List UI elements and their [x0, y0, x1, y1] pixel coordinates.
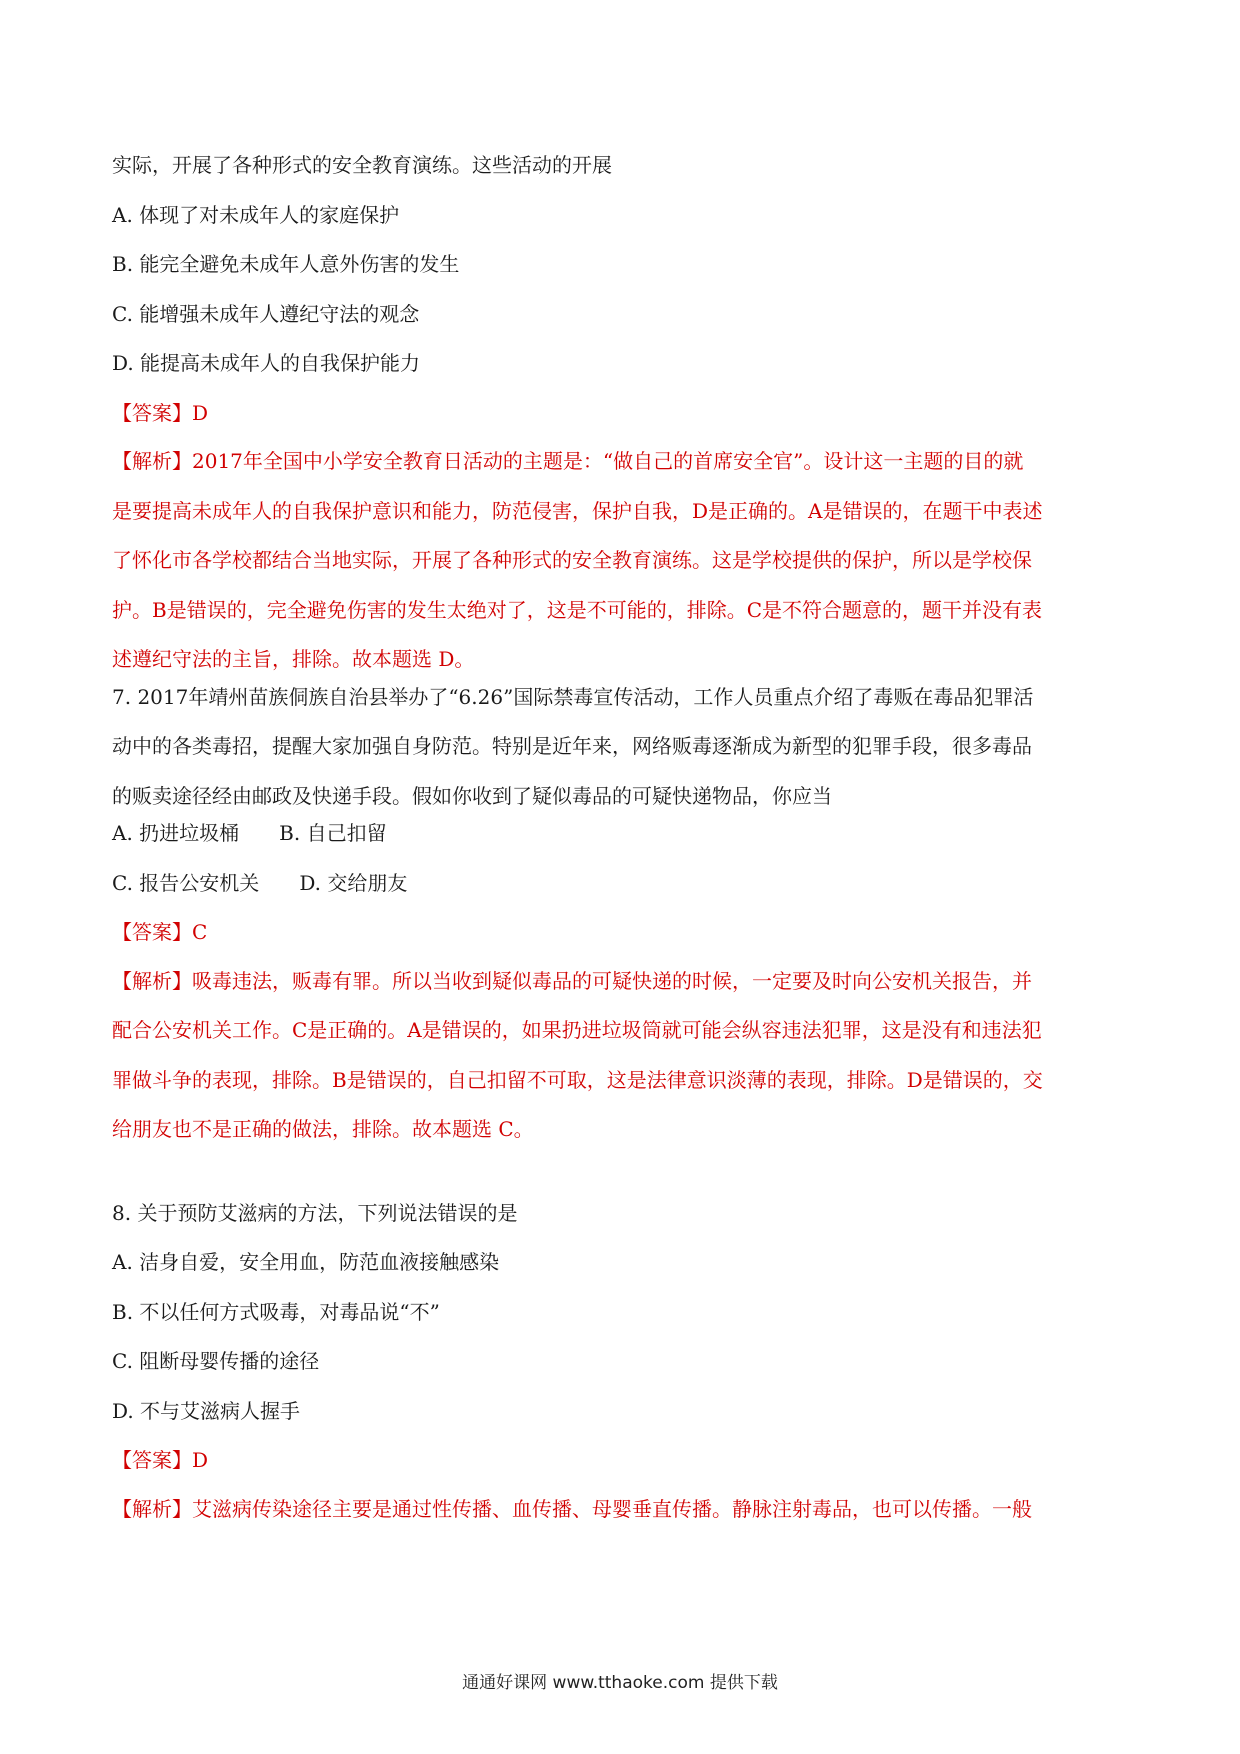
answer-tag: 【答案】 [112, 400, 192, 425]
analysis-line: 【解析】吸毒违法，贩毒有罪。所以当收到疑似毒品的可疑快递的时候，一定要及时向公安机关报告，并 [112, 968, 1032, 993]
analysis-tag: 【解析】 [112, 968, 192, 993]
analysis-line: 是要提高未成年人的自我保护意识和能力，防范侵害，保护自我，D是正确的。A是错误的，在题干中表述 [112, 498, 1043, 523]
analysis-line: 【解析】艾滋病传染途径主要是通过性传播、血传播、母婴垂直传播。静脉注射毒品，也可以传播。一般 [112, 1496, 1032, 1521]
q6-stem-tail: 实际，开展了各种形式的安全教育演练。这些活动的开展 [112, 153, 612, 177]
q7-options-row-1 [112, 820, 1142, 846]
analysis-line: 罪做斗争的表现，排除。B是错误的，自己扣留不可取，这是法律意识淡薄的表现，排除。D是错误的，交 [112, 1067, 1043, 1092]
analysis-line: 护。B是错误的，完全避免伤害的发生太绝对了，这是不可能的，排除。C是不符合题意的，题干并没有表 [112, 597, 1042, 622]
analysis-line: 给朋友也不是正确的做法，排除。故本题选 C。 [112, 1117, 534, 1141]
answer-value: D [192, 400, 209, 425]
q8-option-c: C. 阻断母婴传播的途径 [112, 1349, 320, 1373]
analysis-tag: 【解析】 [112, 449, 192, 473]
q7-option-b: B. 自己扣留 [279, 821, 387, 845]
q8-answer [112, 1447, 1142, 1473]
q7-option-a: A. 扔进垃圾桶 [112, 821, 240, 845]
q8-option-a: A. 洁身自爱，安全用血，防范血液接触感染 [112, 1250, 500, 1274]
stem-line: 动中的各类毒招，提醒大家加强自身防范。特别是近年来，网络贩毒逐渐成为新型的犯罪手段，很多毒品 [112, 734, 1032, 758]
q8-option-d: D. 不与艾滋病人握手 [112, 1398, 301, 1423]
q8-analysis [112, 1485, 1132, 1535]
q6-analysis [112, 437, 1132, 685]
stem-line: 的贩卖途径经由邮政及快递手段。假如你收到了疑似毒品的可疑快递物品，你应当 [112, 783, 832, 808]
answer-tag: 【答案】 [112, 920, 192, 944]
answer-tag: 【答案】 [112, 1448, 192, 1472]
q8-option-b: B. 不以任何方式吸毒，对毒品说“不” [112, 1299, 440, 1324]
q7-analysis [112, 957, 1132, 1155]
q6-option-b: B. 能完全避免未成年人意外伤害的发生 [112, 252, 460, 276]
q6-option-d: D. 能提高未成年人的自我保护能力 [112, 351, 421, 375]
analysis-line: 配合公安机关工作。C是正确的。A是错误的，如果扔进垃圾筒就可能会纵容违法犯罪，这是没有和违法犯 [112, 1018, 1042, 1042]
answer-value: D [192, 1448, 209, 1472]
q6-option-c: C. 能增强未成年人遵纪守法的观念 [112, 301, 420, 326]
q6-option-a: A. 体现了对未成年人的家庭保护 [112, 202, 400, 227]
q7-stem [112, 673, 1132, 822]
page-footer: 通通好课网 www.tthaoke.com 提供下载 [462, 1673, 778, 1693]
q7-option-c: C. 报告公安机关 [112, 870, 260, 895]
q6-answer [112, 400, 1142, 426]
analysis-line: 了怀化市各学校都结合当地实际，开展了各种形式的安全教育演练。这是学校提供的保护，所以是学校保 [112, 548, 1032, 572]
question-separator [112, 1154, 1142, 1200]
answer-value: C [192, 920, 208, 944]
analysis-line: 述遵纪守法的主旨，排除。故本题选 D。 [112, 647, 475, 671]
q7-option-d: D. 交给朋友 [299, 870, 408, 895]
stem-line: 7. 2017年靖州苗族侗族自治县举办了“6.26”国际禁毒宣传活动，工作人员重点介绍了毒贩在毒品犯罪活 [112, 684, 1034, 709]
analysis-line: 【解析】2017年全国中小学安全教育日活动的主题是：“做自己的首席安全官”。设计这一主题的目的就 [112, 449, 1024, 473]
q7-options-row-2 [112, 870, 1142, 896]
analysis-tag: 【解析】 [112, 1496, 192, 1521]
page-content [112, 152, 1142, 1533]
q8-stem: 8. 关于预防艾滋病的方法，下列说法错误的是 [112, 1200, 518, 1225]
q7-answer [112, 919, 1142, 945]
